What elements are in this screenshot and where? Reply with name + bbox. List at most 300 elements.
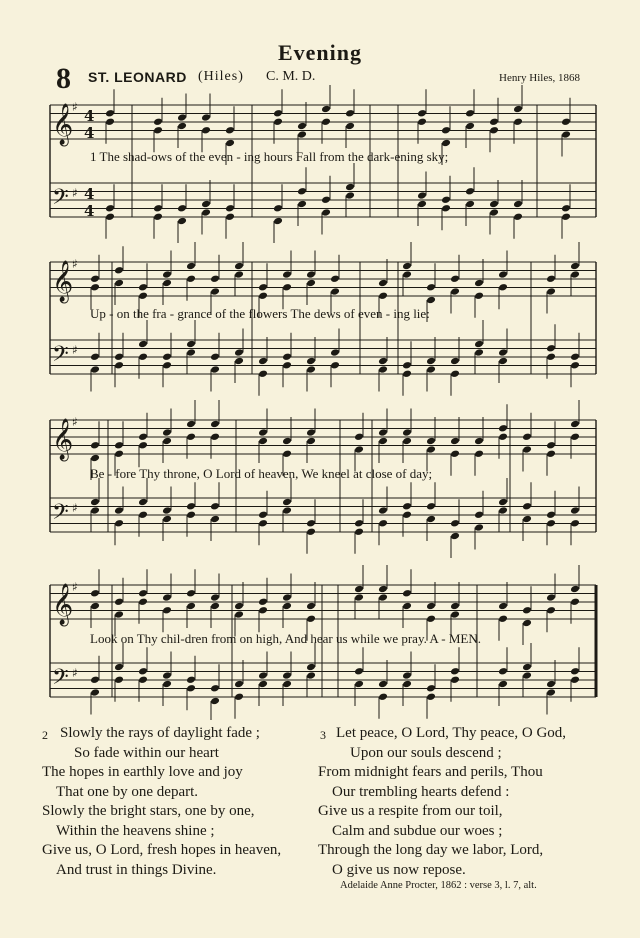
note-head (402, 671, 412, 680)
note-head (354, 519, 364, 528)
note-head (402, 589, 412, 598)
note-head (450, 449, 460, 458)
sharp-icon: ♯ (72, 100, 78, 114)
sharp-icon: ♯ (72, 343, 78, 357)
note-head (546, 274, 556, 283)
meter: C. M. D. (266, 69, 316, 84)
note-head (186, 602, 196, 611)
note-head (90, 352, 100, 361)
note-head (402, 369, 412, 378)
note-head (138, 675, 148, 684)
note-head (570, 519, 580, 528)
note-head (561, 212, 571, 221)
note-head (138, 340, 148, 349)
note-head (210, 432, 220, 441)
note-head (402, 680, 412, 689)
note-head (330, 348, 340, 357)
note-head (282, 671, 292, 680)
lyric-line-2: Up - on the fra - grance of the flowers The dews of even - ing lie: (90, 306, 430, 321)
note-head (378, 680, 388, 689)
note-head (474, 449, 484, 458)
note-head (210, 352, 220, 361)
note-head (153, 204, 163, 213)
note-head (465, 122, 475, 131)
verse-line: Give us, O Lord, fresh hopes in heaven, (42, 842, 282, 858)
note-head (330, 274, 340, 283)
note-head (258, 680, 268, 689)
note-head (306, 663, 316, 672)
hymn-number: 8 (56, 62, 71, 95)
note-head (162, 506, 172, 515)
note-head (306, 437, 316, 446)
note-head (546, 510, 556, 519)
treble-clef-icon: 𝄞 (52, 261, 74, 302)
verse-line: O give us now repose. (332, 861, 466, 878)
verse-number: 3 (320, 728, 326, 742)
note-head (282, 602, 292, 611)
note-head (321, 195, 331, 204)
note-head (465, 109, 475, 118)
note-head (417, 117, 427, 126)
note-head (273, 217, 283, 226)
note-head (450, 287, 460, 296)
note-head (138, 667, 148, 676)
note-head (330, 361, 340, 370)
note-head (258, 369, 268, 378)
note-head (138, 597, 148, 606)
note-head (114, 441, 124, 450)
note-head (498, 283, 508, 292)
time-signature-digit: 4 (84, 124, 95, 142)
note-head (306, 270, 316, 279)
note-head (417, 109, 427, 118)
note-head (417, 200, 427, 209)
note-head (498, 498, 508, 507)
note-head (450, 610, 460, 619)
verse-line: And trust in things Divine. (56, 861, 217, 878)
note-head (489, 117, 499, 126)
note-head (561, 204, 571, 213)
note-head (522, 671, 532, 680)
note-head (186, 262, 196, 271)
note-head (354, 432, 364, 441)
note-head (561, 117, 571, 126)
time-signature-digit: 4 (84, 185, 95, 203)
treble-clef-icon: 𝄞 (52, 104, 74, 145)
note-head (522, 606, 532, 615)
note-head (450, 532, 460, 541)
verse-line: From midnight fears and perils, Thou (318, 764, 543, 780)
note-head (450, 437, 460, 446)
note-head (474, 279, 484, 288)
note-head (210, 502, 220, 511)
note-head (306, 279, 316, 288)
time-signature-digit: 4 (84, 202, 95, 220)
note-head (90, 498, 100, 507)
note-head (258, 437, 268, 446)
note-head (90, 283, 100, 292)
note-head (498, 270, 508, 279)
verse-line: Let peace, O Lord, Thy peace, O God, (336, 725, 567, 741)
sharp-icon: ♯ (72, 666, 78, 680)
note-head (210, 684, 220, 693)
note-head (162, 515, 172, 524)
note-head (282, 680, 292, 689)
note-head (162, 680, 172, 689)
note-head (201, 208, 211, 217)
verse-line: Give us a respite from our toil, (318, 803, 503, 819)
verse-line: Slowly the bright stars, one by one, (42, 803, 255, 819)
note-head (225, 204, 235, 213)
note-head (105, 117, 115, 126)
note-head (378, 519, 388, 528)
note-head (570, 506, 580, 515)
note-head (306, 527, 316, 536)
note-head (402, 502, 412, 511)
note-head (441, 204, 451, 213)
note-head (234, 692, 244, 701)
note-head (114, 279, 124, 288)
note-head (282, 506, 292, 515)
verse-line: The hopes in earthly love and joy (42, 764, 243, 780)
note-head (177, 217, 187, 226)
composer-credit: Henry Hiles, 1868 (499, 72, 580, 84)
note-head (570, 585, 580, 594)
note-head (114, 519, 124, 528)
note-head (546, 593, 556, 602)
note-head (90, 506, 100, 515)
note-head (162, 671, 172, 680)
note-head (297, 187, 307, 196)
note-head (441, 139, 451, 148)
note-head (450, 357, 460, 366)
note-head (282, 437, 292, 446)
note-head (354, 445, 364, 454)
note-head (114, 610, 124, 619)
note-head (378, 593, 388, 602)
note-head (426, 296, 436, 305)
note-head (177, 113, 187, 122)
note-head (306, 671, 316, 680)
note-head (273, 204, 283, 213)
note-head (522, 432, 532, 441)
note-head (498, 357, 508, 366)
note-head (138, 498, 148, 507)
lyric-line-1: 1 The shad-ows of the even - ing hours Fall from the dark-ening sky; (90, 149, 449, 164)
note-head (138, 352, 148, 361)
note-head (234, 680, 244, 689)
note-head (546, 441, 556, 450)
note-head (90, 454, 100, 463)
note-head (474, 437, 484, 446)
tune-name: ST. LEONARD (88, 69, 187, 85)
note-head (570, 262, 580, 271)
note-head (162, 428, 172, 437)
tune-attribution: (Hiles) (198, 69, 244, 84)
note-head (90, 589, 100, 598)
note-head (138, 510, 148, 519)
treble-clef-icon: 𝄞 (52, 584, 74, 625)
note-head (522, 502, 532, 511)
note-head (402, 262, 412, 271)
note-head (210, 593, 220, 602)
note-head (225, 212, 235, 221)
note-head (321, 208, 331, 217)
verse-line: So fade within our heart (74, 744, 219, 761)
note-head (354, 593, 364, 602)
note-head (162, 437, 172, 446)
note-head (114, 352, 124, 361)
note-head (570, 361, 580, 370)
note-head (201, 113, 211, 122)
note-head (441, 195, 451, 204)
note-head (210, 697, 220, 706)
note-head (234, 357, 244, 366)
note-head (258, 519, 268, 528)
note-head (153, 117, 163, 126)
note-head (210, 365, 220, 374)
bass-clef-icon: 𝄢 (52, 500, 69, 530)
note-head (138, 432, 148, 441)
note-head (546, 680, 556, 689)
note-head (234, 348, 244, 357)
note-head (306, 519, 316, 528)
note-head (498, 432, 508, 441)
note-head (90, 602, 100, 611)
note-head (186, 675, 196, 684)
note-head (513, 212, 523, 221)
note-head (417, 191, 427, 200)
time-signature-digit: 4 (84, 107, 95, 125)
bass-clef-icon: 𝄢 (52, 342, 69, 372)
note-head (498, 614, 508, 623)
note-head (402, 270, 412, 279)
note-head (138, 589, 148, 598)
note-head (465, 200, 475, 209)
note-head (186, 502, 196, 511)
note-head (513, 105, 523, 114)
note-head (186, 348, 196, 357)
note-head (402, 361, 412, 370)
note-head (513, 200, 523, 209)
note-head (546, 449, 556, 458)
note-head (426, 357, 436, 366)
note-head (105, 109, 115, 118)
sharp-icon: ♯ (72, 186, 78, 200)
note-head (162, 606, 172, 615)
note-head (186, 432, 196, 441)
note-head (498, 506, 508, 515)
note-head (498, 424, 508, 433)
note-head (273, 117, 283, 126)
note-head (138, 283, 148, 292)
note-head (522, 515, 532, 524)
note-head (522, 663, 532, 672)
note-head (426, 502, 436, 511)
note-head (426, 684, 436, 693)
note-head (234, 262, 244, 271)
note-head (378, 291, 388, 300)
note-head (210, 602, 220, 611)
note-head (114, 361, 124, 370)
sharp-icon: ♯ (72, 501, 78, 515)
note-head (225, 139, 235, 148)
verse-line: Slowly the rays of daylight fade ; (60, 725, 260, 741)
verse-line: Through the long day we labor, Lord, (318, 842, 544, 858)
note-head (426, 437, 436, 446)
note-head (90, 675, 100, 684)
note-head (321, 105, 331, 114)
note-head (345, 109, 355, 118)
note-head (354, 667, 364, 676)
text-credit: Adelaide Anne Procter, 1862 : verse 3, l. 7, alt. (340, 880, 537, 891)
verse-line: Within the heavens shine ; (56, 822, 215, 839)
note-head (114, 506, 124, 515)
note-head (225, 126, 235, 135)
note-head (546, 519, 556, 528)
note-head (186, 684, 196, 693)
note-head (186, 274, 196, 283)
note-head (201, 126, 211, 135)
note-head (297, 130, 307, 139)
note-head (306, 602, 316, 611)
note-head (210, 274, 220, 283)
verse-line: Our trembling hearts defend : (332, 783, 510, 800)
note-head (546, 352, 556, 361)
sharp-icon: ♯ (72, 580, 78, 594)
note-head (402, 428, 412, 437)
note-head (450, 675, 460, 684)
note-head (570, 420, 580, 429)
note-head (570, 675, 580, 684)
note-head (90, 688, 100, 697)
note-head (162, 270, 172, 279)
note-head (153, 126, 163, 135)
note-head (177, 204, 187, 213)
note-head (498, 602, 508, 611)
note-head (201, 200, 211, 209)
note-head (426, 445, 436, 454)
note-head (345, 183, 355, 192)
note-head (153, 212, 163, 221)
note-head (450, 274, 460, 283)
note-head (402, 602, 412, 611)
note-head (258, 428, 268, 437)
note-head (570, 270, 580, 279)
note-head (498, 667, 508, 676)
note-head (426, 602, 436, 611)
note-head (489, 208, 499, 217)
note-head (210, 420, 220, 429)
note-head (498, 348, 508, 357)
note-head (474, 523, 484, 532)
note-head (258, 671, 268, 680)
note-head (282, 270, 292, 279)
note-head (234, 610, 244, 619)
note-head (282, 593, 292, 602)
verse-number: 2 (42, 728, 48, 742)
note-head (402, 437, 412, 446)
note-head (258, 291, 268, 300)
note-head (258, 283, 268, 292)
note-head (162, 593, 172, 602)
note-head (354, 680, 364, 689)
note-head (489, 200, 499, 209)
note-head (570, 667, 580, 676)
note-head (210, 287, 220, 296)
note-head (426, 692, 436, 701)
section-title: Evening (277, 40, 363, 65)
note-head (105, 204, 115, 213)
note-head (282, 449, 292, 458)
note-head (450, 519, 460, 528)
note-head (306, 357, 316, 366)
note-head (546, 688, 556, 697)
note-head (234, 270, 244, 279)
bass-clef-icon: 𝄢 (52, 185, 69, 215)
note-head (177, 122, 187, 131)
note-head (426, 515, 436, 524)
note-head (282, 283, 292, 292)
note-head (426, 283, 436, 292)
lyric-line-4: Look on Thy chil-dren from on high, And hear us while we pray. A - MEN. (90, 631, 482, 646)
note-head (114, 675, 124, 684)
note-head (450, 667, 460, 676)
note-head (258, 510, 268, 519)
note-head (258, 357, 268, 366)
note-head (282, 361, 292, 370)
note-head (114, 597, 124, 606)
note-head (90, 441, 100, 450)
note-head (186, 340, 196, 349)
sharp-icon: ♯ (72, 415, 78, 429)
note-head (90, 274, 100, 283)
note-head (441, 126, 451, 135)
note-head (162, 352, 172, 361)
note-head (474, 510, 484, 519)
note-head (378, 506, 388, 515)
note-head (378, 437, 388, 446)
note-head (465, 187, 475, 196)
verse-3 (318, 724, 566, 880)
bass-clef-icon: 𝄢 (52, 665, 69, 695)
note-head (306, 614, 316, 623)
note-head (546, 287, 556, 296)
note-head (297, 200, 307, 209)
lyric-line-3: Be - fore Thy throne, O Lord of heaven, We kneel at close of day; (90, 466, 433, 481)
note-head (297, 122, 307, 131)
note-head (186, 420, 196, 429)
note-head (273, 109, 283, 118)
verse-line: Upon our souls descend ; (350, 744, 502, 761)
note-head (162, 279, 172, 288)
note-head (258, 606, 268, 615)
note-head (114, 266, 124, 275)
sharp-icon: ♯ (72, 257, 78, 271)
note-head (114, 663, 124, 672)
note-head (570, 352, 580, 361)
note-head (561, 130, 571, 139)
note-head (345, 122, 355, 131)
note-head (378, 585, 388, 594)
treble-clef-icon: 𝄞 (52, 419, 74, 460)
note-head (378, 365, 388, 374)
note-head (186, 589, 196, 598)
note-head (378, 428, 388, 437)
note-head (546, 344, 556, 353)
verse-2 (42, 724, 281, 880)
note-head (234, 602, 244, 611)
